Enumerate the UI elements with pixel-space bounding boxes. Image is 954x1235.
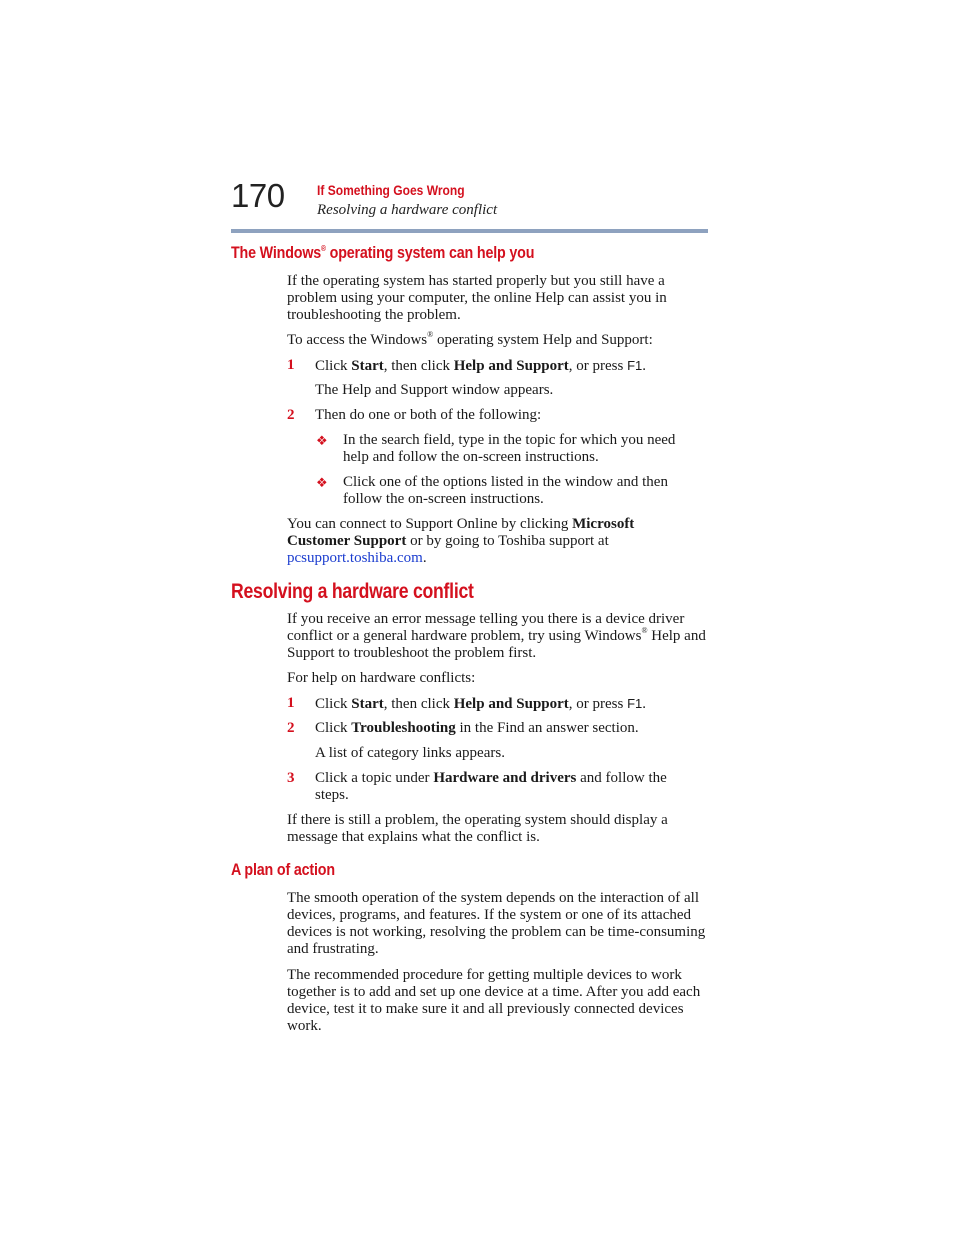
text: and follow the steps. xyxy=(315,770,667,803)
ui-term-hardware-drivers: Hardware and drivers xyxy=(433,770,577,786)
chapter-title: If Something Goes Wrong xyxy=(317,182,465,198)
text: , or press xyxy=(568,696,628,712)
header-rule xyxy=(231,229,708,233)
bullet-icon: ❖ xyxy=(316,475,328,490)
text: . xyxy=(422,550,427,566)
step-text xyxy=(315,770,700,804)
text: . xyxy=(642,696,647,712)
step-number: 2 xyxy=(287,407,295,423)
ui-term-start: Start xyxy=(351,358,384,374)
step-result: A list of category links appears. xyxy=(315,745,505,761)
text: . xyxy=(642,358,647,374)
ui-term-troubleshooting: Troubleshooting xyxy=(351,720,456,736)
text: Click xyxy=(315,358,352,374)
key-f1: F1 xyxy=(627,358,643,373)
paragraph: For help on hardware conflicts: xyxy=(287,670,476,686)
paragraph: The smooth operation of the system depends on the interaction of all devices, programs, and features. If the system or one of its attached devices is not working, resolving the problem can be time-consuming and frustrating. xyxy=(287,890,706,957)
support-link[interactable]: pcsupport.toshiba.com xyxy=(287,550,423,566)
ui-term-help-support: Help and Support xyxy=(453,696,569,712)
registered-mark: ® xyxy=(427,330,434,339)
text: in the Find an answer section. xyxy=(455,720,639,736)
bullet-text: In the search field, type in the topic for which you need help and follow the on-screen instructions. xyxy=(343,432,676,465)
step-number: 1 xyxy=(287,357,295,373)
heading-hardware-conflict: Resolving a hardware conflict xyxy=(231,580,474,603)
text: Help and Support to troubleshoot the problem first. xyxy=(287,628,706,661)
step-number: 2 xyxy=(287,720,295,736)
ui-term-help-support: Help and Support xyxy=(453,358,569,374)
page-number: 170 xyxy=(231,177,285,214)
text: You can connect to Support Online by clicking xyxy=(287,516,573,532)
text: Click a topic under xyxy=(315,770,434,786)
text: , then click xyxy=(383,358,454,374)
text: Click xyxy=(315,696,352,712)
heading-windows-help xyxy=(231,243,534,263)
step-text xyxy=(315,720,711,737)
ui-term-start: Start xyxy=(351,696,384,712)
paragraph xyxy=(287,332,711,349)
step-number: 3 xyxy=(287,770,295,786)
section-subtitle: Resolving a hardware conflict xyxy=(317,202,498,218)
step-text: Then do one or both of the following: xyxy=(315,407,542,423)
text: or by going to Toshiba support at xyxy=(406,533,609,549)
text: To access the Windows xyxy=(287,332,428,348)
paragraph xyxy=(287,611,711,662)
text: Click xyxy=(315,720,352,736)
bullet-text: Click one of the options listed in the window and then follow the on-screen instructions. xyxy=(343,474,668,507)
bullet-icon: ❖ xyxy=(316,433,328,448)
text: , then click xyxy=(383,696,454,712)
text: , or press xyxy=(568,358,628,374)
paragraph: If the operating system has started properly but you still have a problem using your computer, the online Help can assist you in troubleshooting the problem. xyxy=(287,273,667,323)
paragraph xyxy=(287,516,677,567)
step-result: The Help and Support window appears. xyxy=(315,382,554,398)
paragraph: If there is still a problem, the operating system should display a message that explains what the conflict is. xyxy=(287,812,668,845)
text: If you receive an error message telling you there is a device driver conflict or a general hardware problem, try using Windows xyxy=(287,611,685,644)
registered-mark: ® xyxy=(321,244,326,253)
paragraph: The recommended procedure for getting multiple devices to work together is to add and set up one device at a time. After you add each device, test it to make sure it and all previously connected devices work. xyxy=(287,967,701,1034)
heading-text: operating system can help you xyxy=(325,243,535,262)
ui-term-ms-support: Microsoft Customer Support xyxy=(287,516,635,549)
heading-text: The Windows xyxy=(231,243,322,262)
key-f1: F1 xyxy=(627,696,643,711)
step-text xyxy=(315,695,711,713)
text: operating system Help and Support: xyxy=(433,332,653,348)
registered-mark: ® xyxy=(641,626,648,635)
step-text xyxy=(315,357,711,375)
step-number: 1 xyxy=(287,695,295,711)
heading-plan-of-action: A plan of action xyxy=(231,860,335,879)
